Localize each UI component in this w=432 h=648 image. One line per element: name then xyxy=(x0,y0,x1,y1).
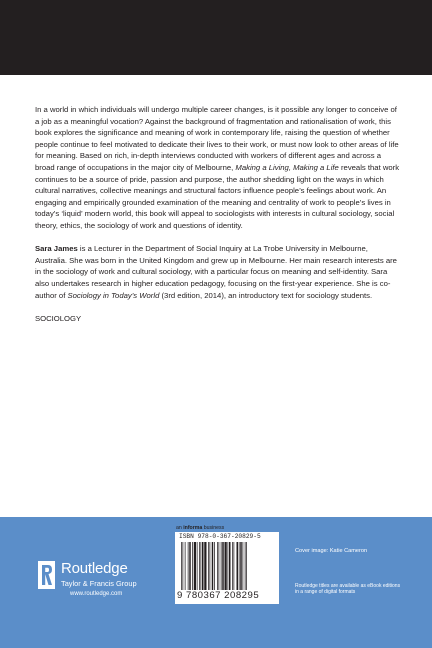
blurb-text-rest: reveals that work continues to be a source of pride, passion and purpose, the author shedding light on the ways in which cultural narratives, collective meanings and structural factors influence people’s feelings about work. An engaging and empirically grounded examination of the meaning and centrality of work to people’s lives in today’s ‘liquid’ modern world, this book will appeal to sociologists with interests in cultural sociology, social theory, ethics, the sociology of work and questions of identity. xyxy=(35,162,400,230)
coauthored-book-title: Sociology in Today’s World xyxy=(67,290,160,300)
informa-brand: informa xyxy=(183,525,203,531)
top-band xyxy=(0,0,432,75)
publisher-group: Taylor & Francis Group xyxy=(61,579,137,588)
informa-suffix: business xyxy=(202,525,225,531)
blurb-text: In a world in which individuals will undergo multiple career changes, is it possible any longer to conceive of a job as a meaningful vocation? Against the background of fragmentation and rationalisation of work, this book explores the significance and meaning of work in contemporary life, raising the question of whether people continue to feel motivated to dedicate their lives to their work, or must now look to other areas of life for meaning. Based on rich, in-depth interviews conducted with workers of different ages and across a broad range of occupations in the major city of Melbourne, xyxy=(35,105,399,172)
ebook-availability-note: Routledge titles are available as eBook editions in a range of digital formats xyxy=(295,583,401,596)
author-bio xyxy=(35,243,401,301)
informa-business-line xyxy=(176,525,224,531)
author-bio-text: is a Lecturer in the Department of Social Inquiry at La Trobe University in Melbourne, Australia. She was born in the United Kingdom and grew up in Melbourne. Her main research interests are in the sociology of work and cultural sociology, with a particular focus on meaning and self-identity. Sara also undertakes research in higher education pedagogy, focusing on the first-year experience. She is co-author of xyxy=(35,244,397,300)
isbn-digits: 9 780367 208295 xyxy=(177,590,260,601)
author-bio-text-end: (3rd edition, 2014), an introductory text for sociology students. xyxy=(159,290,373,300)
informa-prefix: an xyxy=(176,525,184,531)
blurb-paragraph xyxy=(35,104,401,232)
publisher-name: Routledge xyxy=(61,560,128,577)
author-name: Sara James xyxy=(35,244,78,254)
book-title: Making a Living, Making a Life xyxy=(235,162,339,172)
back-cover-text xyxy=(35,104,401,324)
routledge-mark-icon xyxy=(38,561,55,589)
publisher-website[interactable]: www.routledge.com xyxy=(70,591,123,597)
isbn-barcode xyxy=(175,532,279,604)
barcode-bars-icon xyxy=(181,542,273,590)
cover-image-credit: Cover image: Katie Cameron xyxy=(295,548,368,554)
isbn-label: ISBN 978-0-367-20829-5 xyxy=(179,533,261,540)
subject-category: SOCIOLOGY xyxy=(35,313,82,323)
